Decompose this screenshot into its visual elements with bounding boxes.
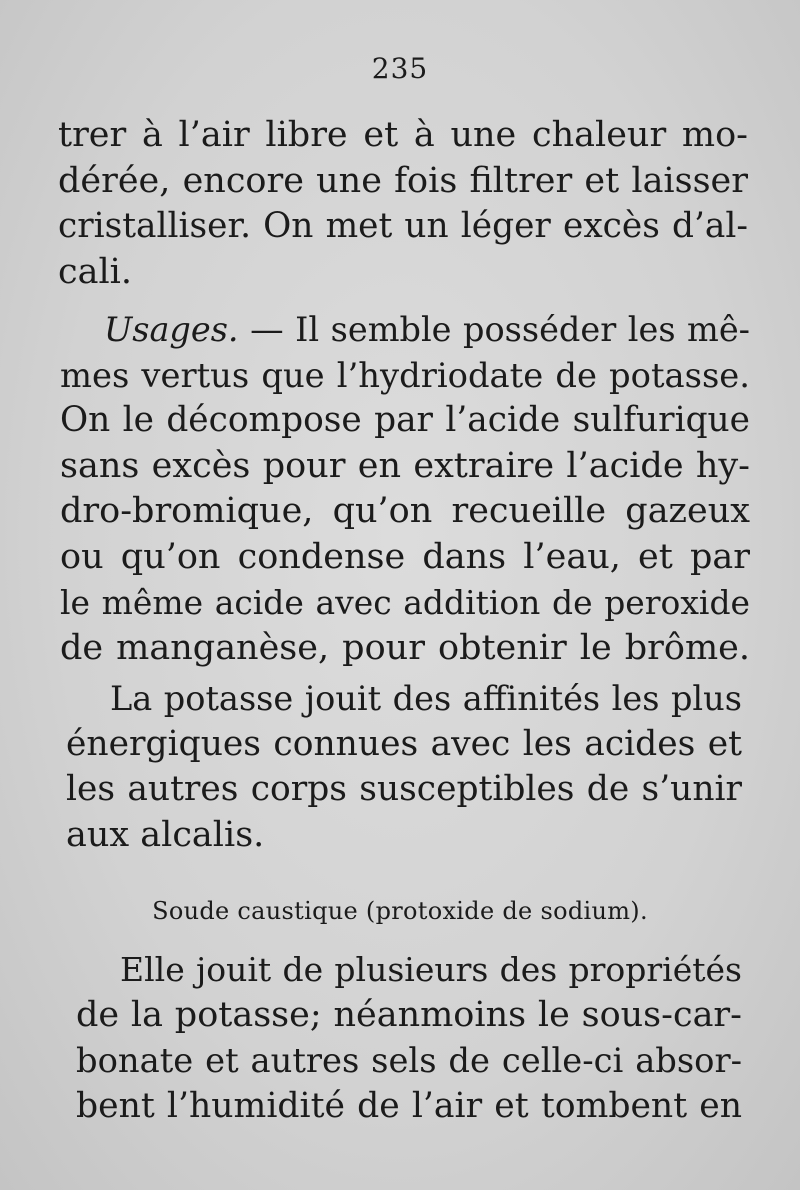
potasse-paragraph [66,676,742,858]
text-line: les autres corps susceptibles de s’unir [66,769,742,809]
text-line: le même acide avec addition de peroxide [60,583,750,622]
text-line: bent l’humidité de l’air et tombent en [76,1085,742,1126]
text-line: de manganèse, pour obtenir le brôme. [60,627,750,668]
text-line: dro-bromique, qu’on recueille gazeux [60,491,750,531]
usages-paragraph [60,307,750,671]
text-line: mes vertus que l’hydriodate de potasse. [60,355,750,395]
text-line: La potasse jouit des affinités les plus [110,679,742,718]
text-line: de la potasse; néanmoins le sous-car- [76,994,742,1035]
text-line [60,307,750,353]
section-heading: Soude caustique (protoxide de sodium). [152,897,648,925]
text-line: cali. [58,251,132,292]
page-number: 235 [371,52,429,85]
text-line: On le décompose par l’acide sulfurique [60,400,750,440]
soude-paragraph [76,947,742,1129]
text-line: aux alcalis. [66,814,265,855]
usages-line-rest: — Il semble posséder les mê- [238,310,750,349]
text-line: bonate et autres sels de celle-ci absor- [76,1041,742,1080]
text-line: sans excès pour en extraire l’acide hy- [60,445,750,486]
text-line: Elle jouit de plusieurs des propriétés [120,950,742,989]
text-line: trer à l’air libre et à une chaleur mo- [58,115,748,155]
text-line: cristalliser. On met un léger excès d’al- [58,206,748,246]
text-line: dérée, encore une fois filtrer et laisser [58,160,748,201]
paragraph-continued [58,113,748,295]
text-line: énergiques connues avec les acides et [66,723,742,764]
text-line: ou qu’on condense dans l’eau, et par [60,536,750,577]
usages-lead: Usages. [104,310,239,349]
